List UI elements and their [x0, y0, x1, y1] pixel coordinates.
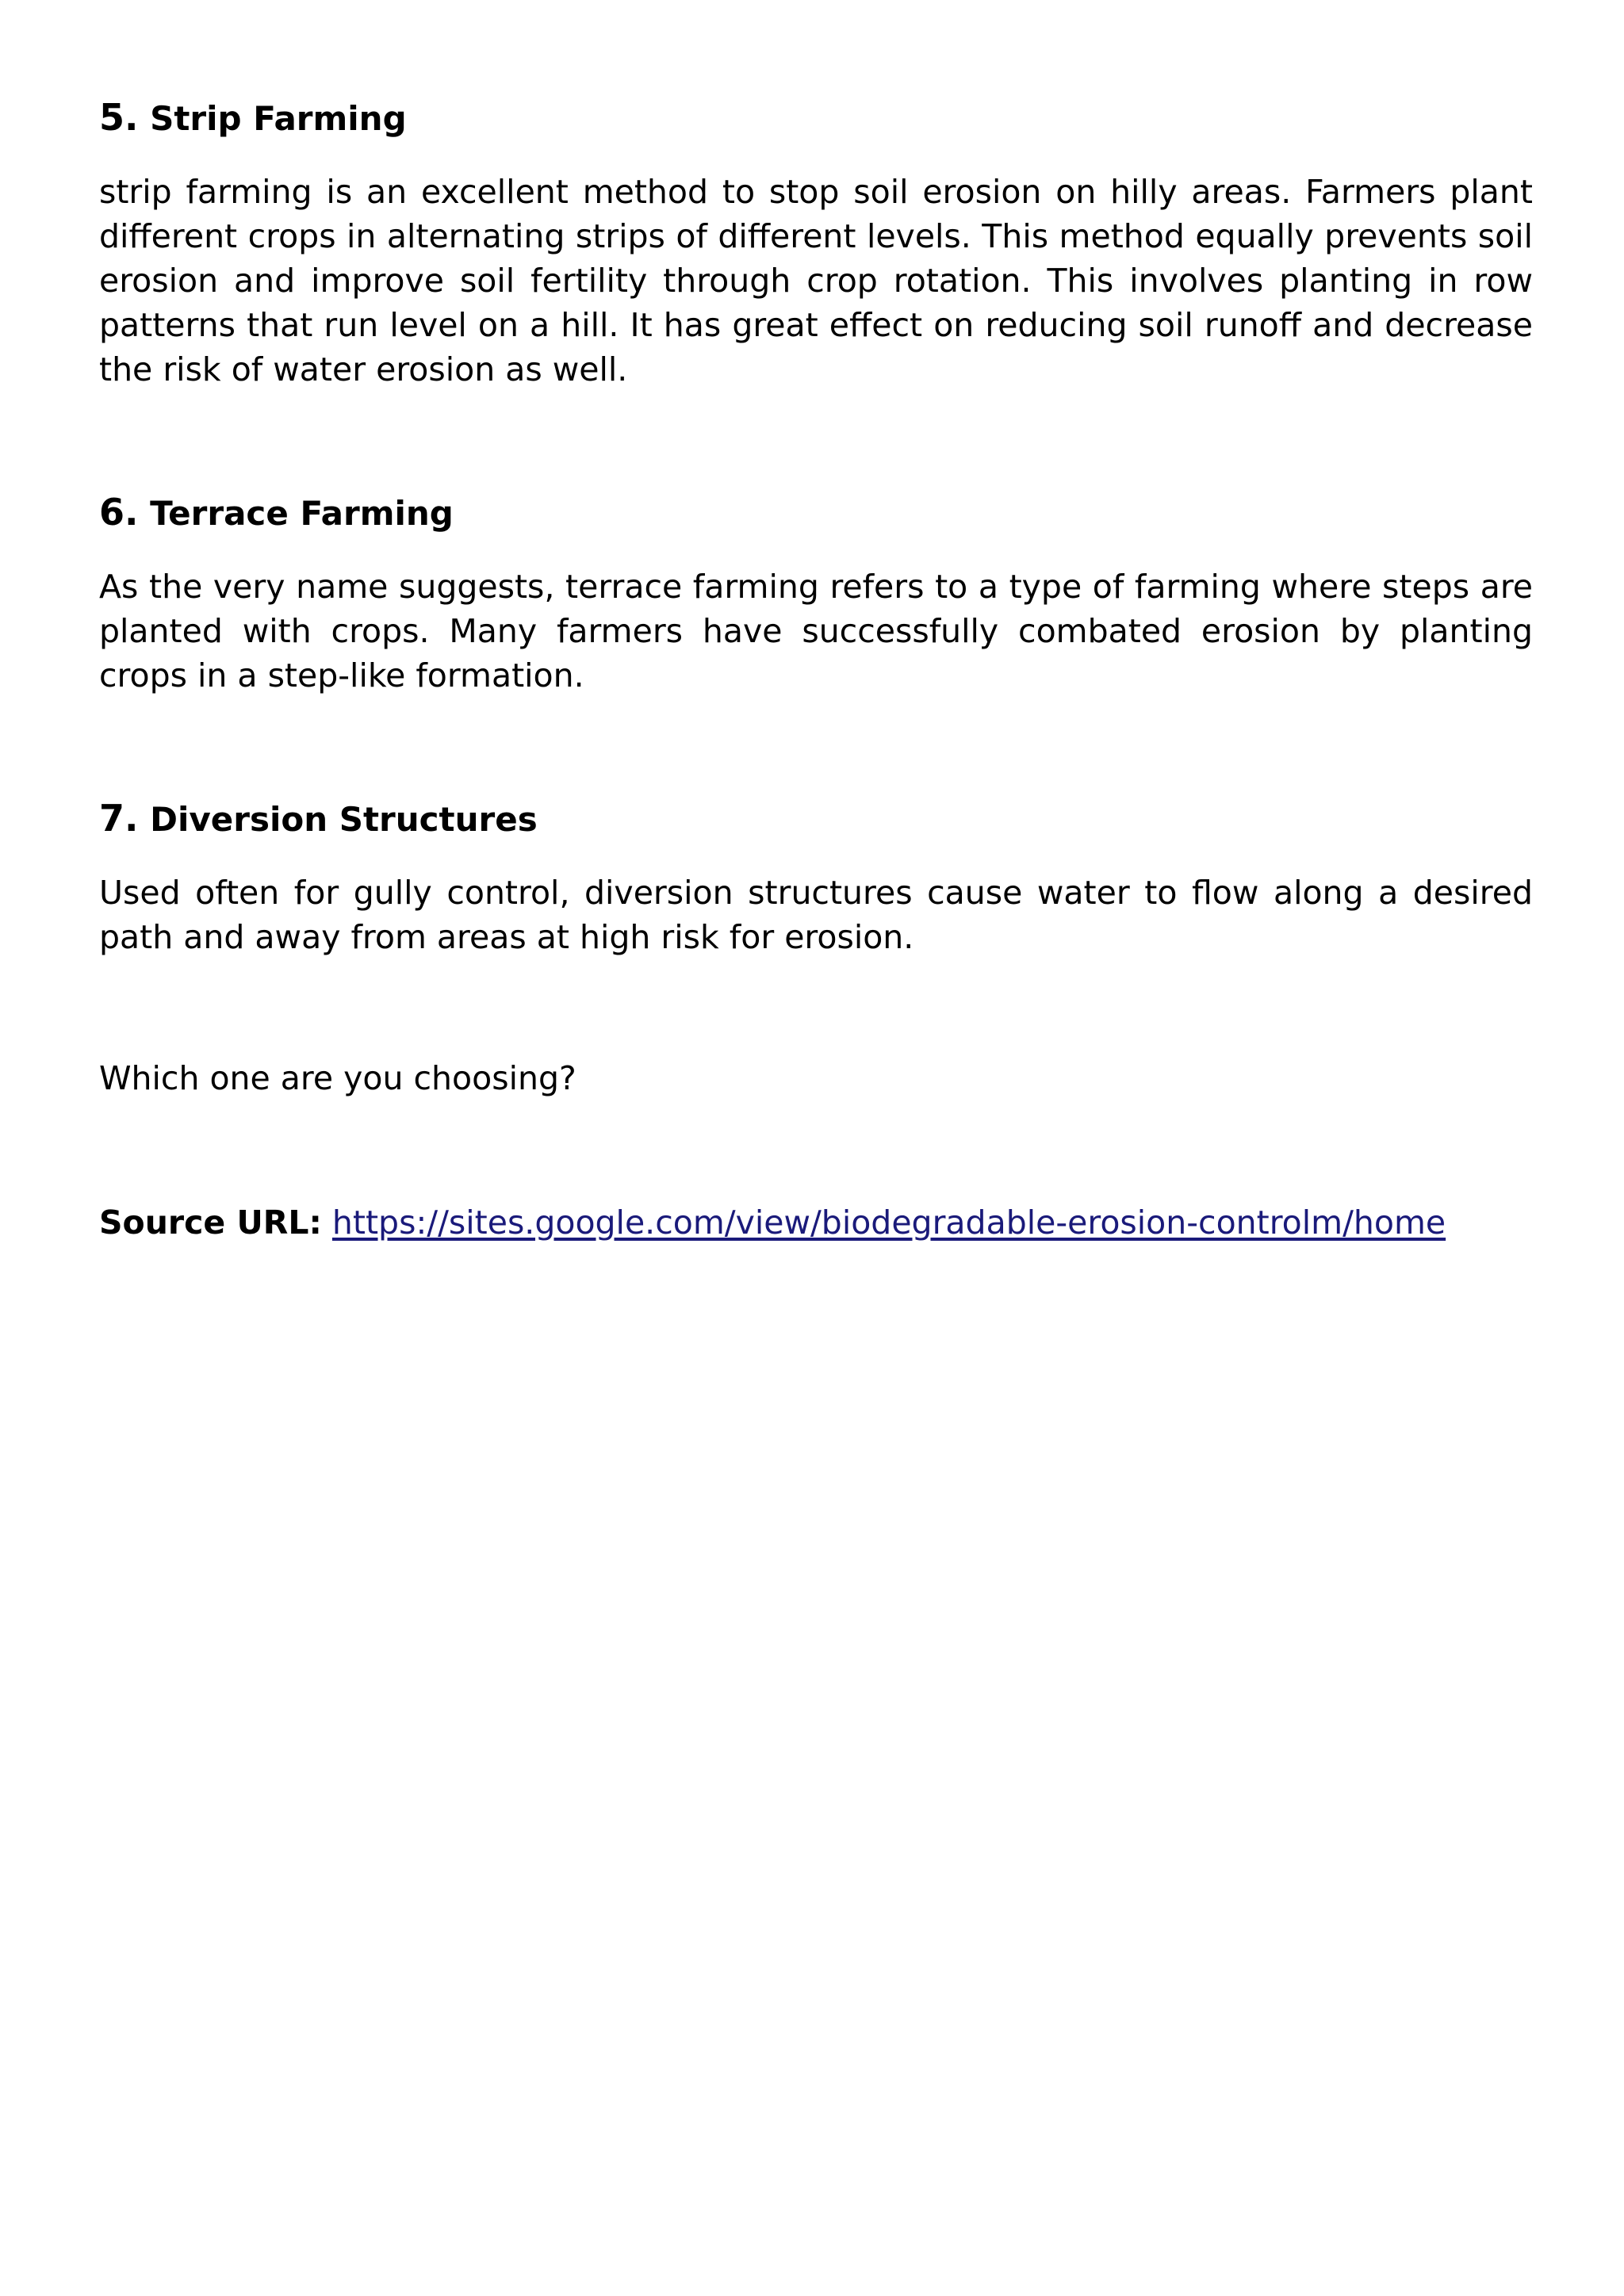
- source-line: [99, 1199, 1446, 1246]
- section-title: Diversion Structures: [150, 800, 538, 839]
- source-link[interactable]: https://sites.google.com/view/biodegradable-erosion-controlm/home: [331, 1203, 1446, 1242]
- section-title: Strip Farming: [150, 99, 407, 138]
- section-title: Terrace Farming: [150, 494, 454, 533]
- source-label: Source URL:: [99, 1203, 322, 1242]
- section-heading-diversion-structures: [99, 794, 538, 844]
- section-heading-terrace-farming: [99, 488, 454, 538]
- section-number: 5.: [99, 96, 139, 139]
- section-number: 6.: [99, 491, 139, 534]
- section-body-diversion-structures: Used often for gully control, diversion structures cause water to flow along a desired path and away from areas at high risk for erosion.: [99, 874, 1533, 956]
- section-number: 7.: [99, 797, 139, 840]
- section-body-terrace-farming: As the very name suggests, terrace farming refers to a type of farming where steps are planted with crops. Many farmers have successfully combated erosion by planting crops in a step-like formation.: [99, 568, 1533, 695]
- closing-question: Which one are you choosing?: [99, 1059, 576, 1097]
- section-heading-strip-farming: [99, 94, 407, 143]
- section-body-strip-farming: strip farming is an excellent method to stop soil erosion on hilly areas. Farmers plant different crops in alternating strips of different levels. This method equally prevents soil erosion and improve soil fertility through crop rotation. This involves planting in row patterns that run level on a hill. It has great effect on reducing soil runoff and decrease the risk of water erosion as well.: [99, 173, 1533, 388]
